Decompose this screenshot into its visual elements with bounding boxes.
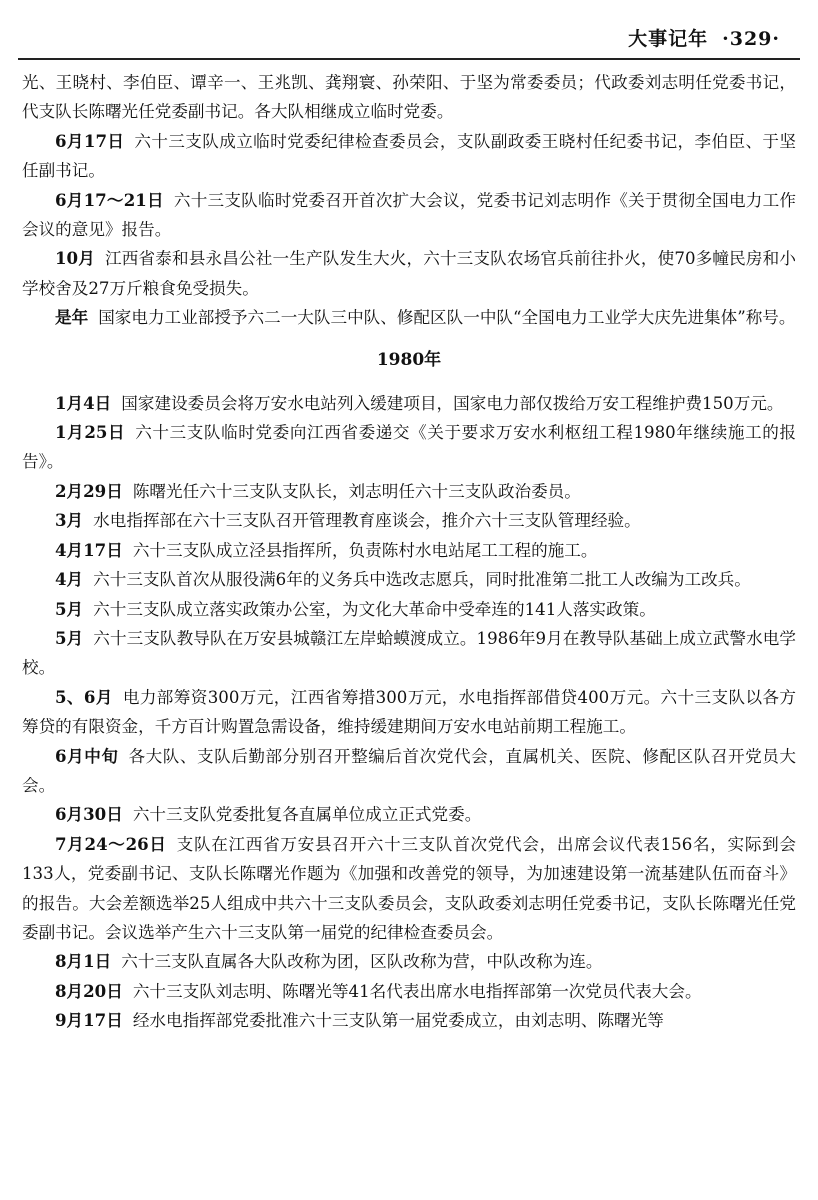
- entry-date: 6月中旬: [55, 745, 119, 766]
- entry-text: 六十三支队教导队在万安县城赣江左岸蛤蟆渡成立。1986年9月在教导队基础上成立武警水电学校。: [22, 628, 796, 678]
- entry-text: 六十三支队首次从服役满6年的义务兵中选改志愿兵，同时批准第二批工人改编为工改兵。: [93, 570, 751, 590]
- entry-text: 六十三支队成立落实政策办公室，为文化大革命中受牵连的141人落实政策。: [93, 599, 656, 619]
- entry-text: 电力部筹资300万元，江西省筹措300万元，水电指挥部借贷400万元。六十三支队以各方筹贷的有限资金，千方百计购置急需设备，维持缓建期间万安水电站前期工程施工。: [22, 687, 797, 737]
- entry-text: 六十三支队直属各大队改称为团，区队改称为营，中队改称为连。: [121, 952, 603, 972]
- chronicle-entry: [22, 477, 796, 506]
- chronicle-entry: [22, 624, 796, 683]
- section-title: 大事记年: [628, 28, 709, 50]
- entry-date: 3月: [55, 510, 84, 531]
- chronicle-entry: [22, 536, 796, 565]
- entry-date: 10月: [55, 248, 95, 269]
- entry-date: 4月17日: [55, 539, 123, 560]
- chronicle-entry: [22, 595, 796, 624]
- entry-date: 6月17日: [55, 130, 125, 151]
- entry-text: 六十三支队临时党委召开首次扩大会议，党委书记刘志明作《关于贯彻全国电力工作会议的意见》报告。: [22, 190, 796, 240]
- entry-date: 2月29日: [55, 480, 123, 501]
- entry-text: 各大队、支队后勤部分别召开整编后首次党代会，直属机关、医院、修配区队召开党员大会。: [22, 746, 797, 795]
- page-number: ·329·: [722, 28, 780, 50]
- year-heading: 1980年: [376, 349, 442, 370]
- chronicle-entry: [22, 303, 796, 332]
- chronicle-entry: [22, 418, 796, 477]
- entry-text: 六十三支队成立临时党委纪律检查委员会，支队副政委王晓村任纪委书记，李伯臣、于坚任副书记。: [22, 131, 797, 181]
- entry-date: 5、6月: [55, 686, 113, 707]
- page-body: [22, 68, 796, 1036]
- entry-date: 8月1日: [55, 951, 112, 972]
- entry-date: 8月20日: [55, 980, 123, 1001]
- chronicle-entry: [22, 1006, 796, 1035]
- running-head: [628, 24, 780, 51]
- entry-date: 7月24～26日: [55, 833, 167, 854]
- entry-text: 六十三支队刘志明、陈曙光等41名代表出席水电指挥部第一次党员代表大会。: [132, 981, 702, 1001]
- entry-date: 4月: [55, 569, 84, 590]
- continued-paragraph: 光、王晓村、李伯臣、谭辛一、王兆凯、龚翔寰、孙荣阳、于坚为常委委员；代政委刘志明任党委书记，代支队长陈曙光任党委副书记。各大队相继成立临时党委。: [22, 73, 796, 122]
- chronicle-entry: [22, 830, 796, 948]
- chronicle-entry: [22, 683, 796, 742]
- entry-text: 国家电力工业部授予六二一大队三中队、修配区队一中队“全国电力工业学大庆先进集体”称号。: [98, 308, 796, 328]
- entry-text: 水电指挥部在六十三支队召开管理教育座谈会，推介六十三支队管理经验。: [93, 511, 641, 531]
- entry-date: 6月30日: [55, 804, 123, 825]
- entry-text: 江西省泰和县永昌公社一生产队发生大火，六十三支队农场官兵前往扑火，使70多幢民房和小学校舍及27万斤粮食免受损失。: [22, 249, 796, 298]
- entry-date: 1月25日: [55, 422, 126, 443]
- chronicle-entry: [22, 127, 796, 186]
- entry-date: 是年: [55, 307, 89, 328]
- entry-text: 国家建设委员会将万安水电站列入缓建项目，国家电力部仅拨给万安工程维护费150万元。: [121, 393, 784, 413]
- entry-text: 陈曙光任六十三支队支队长，刘志明任六十三支队政治委员。: [132, 481, 581, 501]
- entry-date: 5月: [55, 598, 84, 619]
- entry-date: 9月17日: [55, 1010, 123, 1031]
- chronicle-entry: [22, 565, 796, 594]
- entry-date: 5月: [55, 627, 84, 648]
- chronicle-entry: [22, 977, 796, 1006]
- chronicle-entry: [22, 244, 796, 303]
- entry-text: 六十三支队党委批复各直属单位成立正式党委。: [132, 805, 482, 825]
- entry-text: 六十三支队成立泾县指挥所，负责陈村水电站尾工工程的施工。: [132, 540, 598, 560]
- entry-date: 6月17～21日: [55, 189, 164, 210]
- chronicle-entry: [22, 186, 796, 245]
- entry-date: 1月4日: [55, 392, 112, 413]
- chronicle-entry: [22, 742, 796, 801]
- entries-1980: [22, 389, 796, 1036]
- page-header: [18, 14, 800, 60]
- chronicle-entry: [22, 800, 796, 829]
- chronicle-entry: [22, 506, 796, 535]
- chronicle-entry: [22, 389, 796, 418]
- entries-1979: [22, 127, 796, 333]
- entry-text: 经水电指挥部党委批准六十三支队第一届党委成立，由刘志明、陈曙光等: [132, 1011, 664, 1031]
- chronicle-entry: [22, 947, 796, 976]
- entry-text: 支队在江西省万安县召开六十三支队首次党代会，出席会议代表156名，实际到会133人，党委副书记、支队长陈曙光作题为《加强和改善党的领导，为加速建设第一流基建队伍而奋斗》的报告。大会差额选举25人组成中共六十三支队委员会，支队政委刘志明任党委书记，支队长陈曙光任党委副书记。会议选举产生六十三支队第一届党的纪律检查委员会。: [22, 834, 796, 942]
- entry-text: 六十三支队临时党委向江西省委递交《关于要求万安水利枢纽工程1980年继续施工的报告》。: [22, 423, 796, 472]
